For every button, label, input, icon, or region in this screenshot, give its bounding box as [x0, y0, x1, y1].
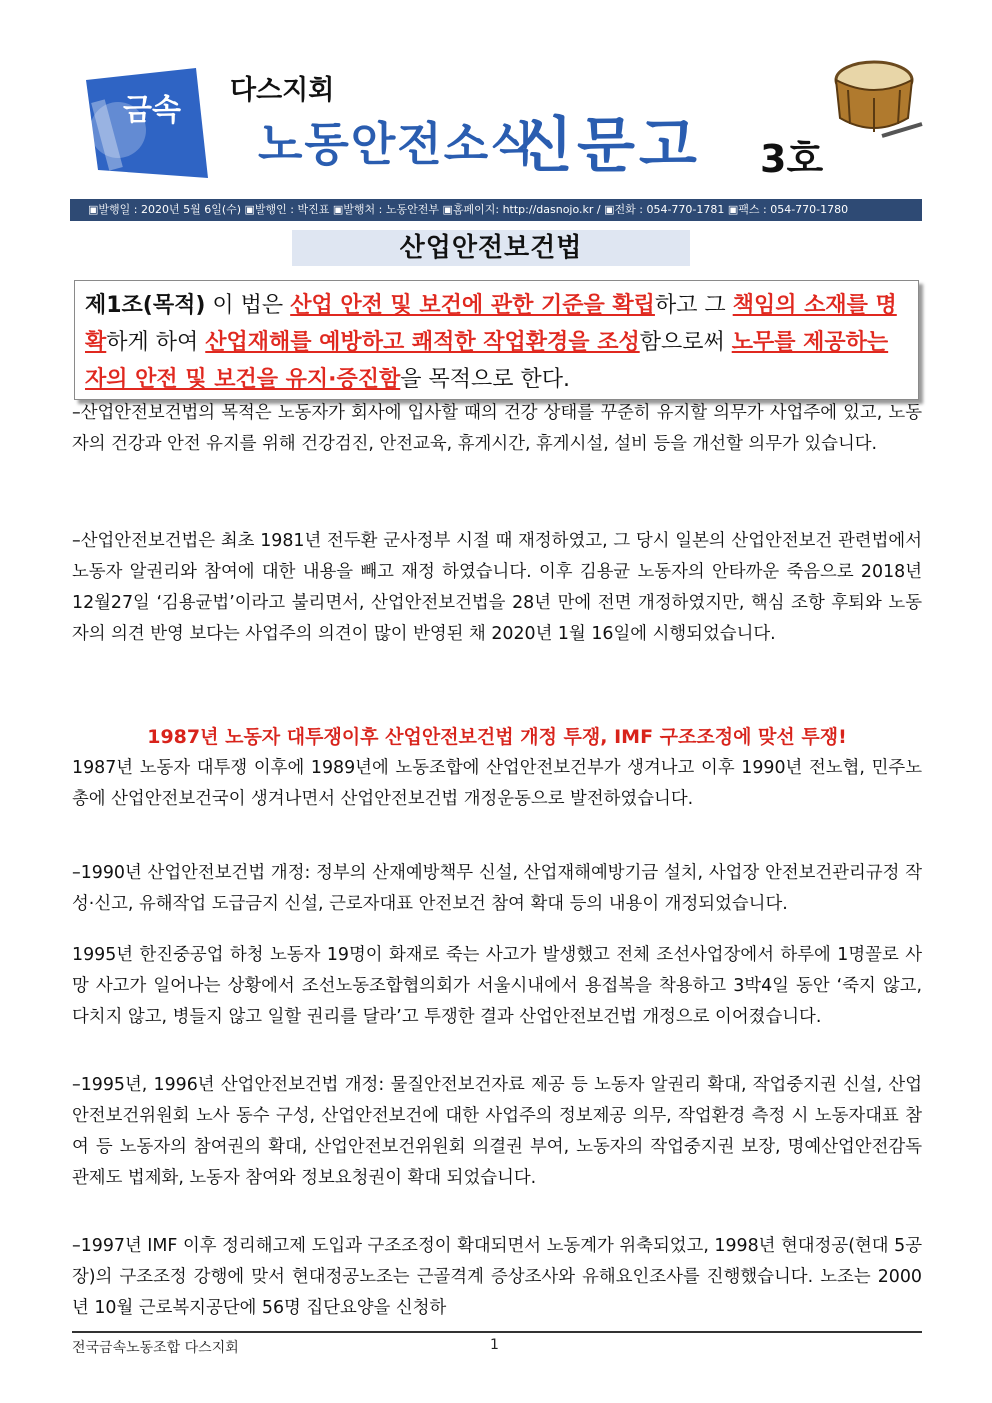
- article-text: 함으로써: [639, 330, 732, 355]
- newsletter-title: 노동안전소식: [258, 117, 537, 171]
- section-headline: 1987년 노동자 대투쟁이후 산업안전보건법 개정 투쟁, IMF 구조조정에 맞선 투쟁!: [147, 726, 847, 748]
- paragraph-purpose: –산업안전보건법의 목적은 노동자가 회사에 입사할 때의 건강 상태를 꾸준히 유지할 의무가 사업주에 있고, 노동자의 건강과 안전 유지를 위해 건강검진, 안전교육, 휴게시간, 휴게시설, 설비 등을 개선할 의무가 있습니다.: [72, 403, 922, 454]
- article-text: 하고 그: [654, 293, 733, 318]
- union-logo: [78, 60, 214, 188]
- newsletter-name: 신문고: [515, 111, 701, 181]
- article-highlight: 산업 안전 및 보건에 관한 기준을 확립: [290, 293, 655, 318]
- logo-text: 금속: [123, 93, 181, 128]
- footer-org: 전국금속노동조합 다스지회: [72, 1340, 239, 1356]
- footer-divider: [72, 1331, 922, 1333]
- article-1-box: [74, 280, 919, 400]
- article-highlight: 산업재해를 예방하고 쾌적한 작업환경을 조성: [205, 330, 640, 355]
- paragraph-1987: 1987년 노동자 대투쟁 이후에 1989년에 노동조합에 산업안전보건부가 생겨나고 이후 1990년 전노협, 민주노총에 산업안전보건국이 생겨나면서 산업안전보건법 개정운동으로 발전하였습니다.: [72, 758, 922, 809]
- article-label: 제1조(목적): [85, 293, 206, 318]
- article-text: 하게 하여: [106, 330, 206, 355]
- drum-icon: [822, 56, 926, 142]
- paragraph-1990: –1990년 산업안전보건법 개정: 정부의 산재예방책무 신설, 산업재해예방기금 설치, 사업장 안전보건관리규정 작성·신고, 유해작업 도급금지 신설, 근로자대표 안전보건 참여 확대 등의 내용이 개정되었습니다.: [72, 863, 922, 914]
- org-name: 다스지회: [230, 75, 335, 106]
- section-title: 산업안전보건법: [292, 230, 690, 266]
- article-text: 이 법은: [205, 293, 291, 318]
- paragraph-history: –산업안전보건법은 최초 1981년 전두환 군사정부 시절 때 재정하였고, 그 당시 일본의 산업안전보건 관련법에서 노동자 알권리와 참여에 대한 내용을 빼고 재정 하였습니다. 이후 김용균 노동자의 안타까운 죽음으로 2018년 12월27일 ‘김용균법’이라고 불리면서, 산업안전보건법을 28년 만에 전면 개정하였지만, 핵심 조항 후퇴와 노동자의 의견 반영 보다는 사업주의 의견이 많이 반영된 채 2020년 1월 16일에 시행되었습니다.: [72, 531, 922, 644]
- paragraph-1995-accident: 1995년 한진중공업 하청 노동자 19명이 화재로 죽는 사고가 발생했고 전체 조선사업장에서 하루에 1명꼴로 사망 사고가 일어나는 상황에서 조선노동조합협의회가 서울시내에서 용접복을 착용하고 3박4일 동안 ‘죽지 않고, 다치지 않고, 병들지 않고 일할 권리를 달라’고 투쟁한 결과 산업안전보건법 개정으로 이어졌습니다.: [72, 945, 922, 1027]
- paragraph-1995-1996: –1995년, 1996년 산업안전보건법 개정: 물질안전보건자료 제공 등 노동자 알권리 확대, 작업중지권 신설, 산업안전보건위원회 노사 동수 구성, 산업안전보건에 대한 사업주의 정보제공 의무, 작업환경 측정 시 노동자대표 참여 등 노동자의 참여권의 확대, 산업안전보건위원회 의결권 부여, 노동자의 작업중지권 보장, 명예산업안전감독관제도 법제화, 노동자 참여와 정보요청권이 확대 되었습니다.: [72, 1075, 922, 1188]
- page-number: 1: [490, 1337, 499, 1353]
- issue-number: 3호: [760, 137, 824, 181]
- article-highlight: 노무를 제공하는 자의 안전 및 보건을 유지·증진함: [85, 330, 889, 392]
- article-highlight: 책임의 소재를 명확: [85, 293, 897, 355]
- paragraph-1997: –1997년 IMF 이후 정리해고제 도입과 구조조정이 확대되면서 노동계가 위축되었고, 1998년 현대정공(현대 5공장)의 구조조정 강행에 맞서 현대정공노조는 근골격계 증상조사와 유해요인조사를 진행했습니다. 노조는 2000년 10월 근로복지공단에 56명 집단요양을 신청하: [72, 1236, 922, 1318]
- article-text: 을 목적으로 한다.: [400, 367, 571, 392]
- publication-info-bar: ▣발행일 : 2020년 5월 6일(수) ▣발행인 : 박진표 ▣발행처 : 노동안전부 ▣홈페이지: http://dasnojo.kr / ▣전화 : 054-770-1781 ▣팩스 : 054-770-1780: [70, 199, 922, 221]
